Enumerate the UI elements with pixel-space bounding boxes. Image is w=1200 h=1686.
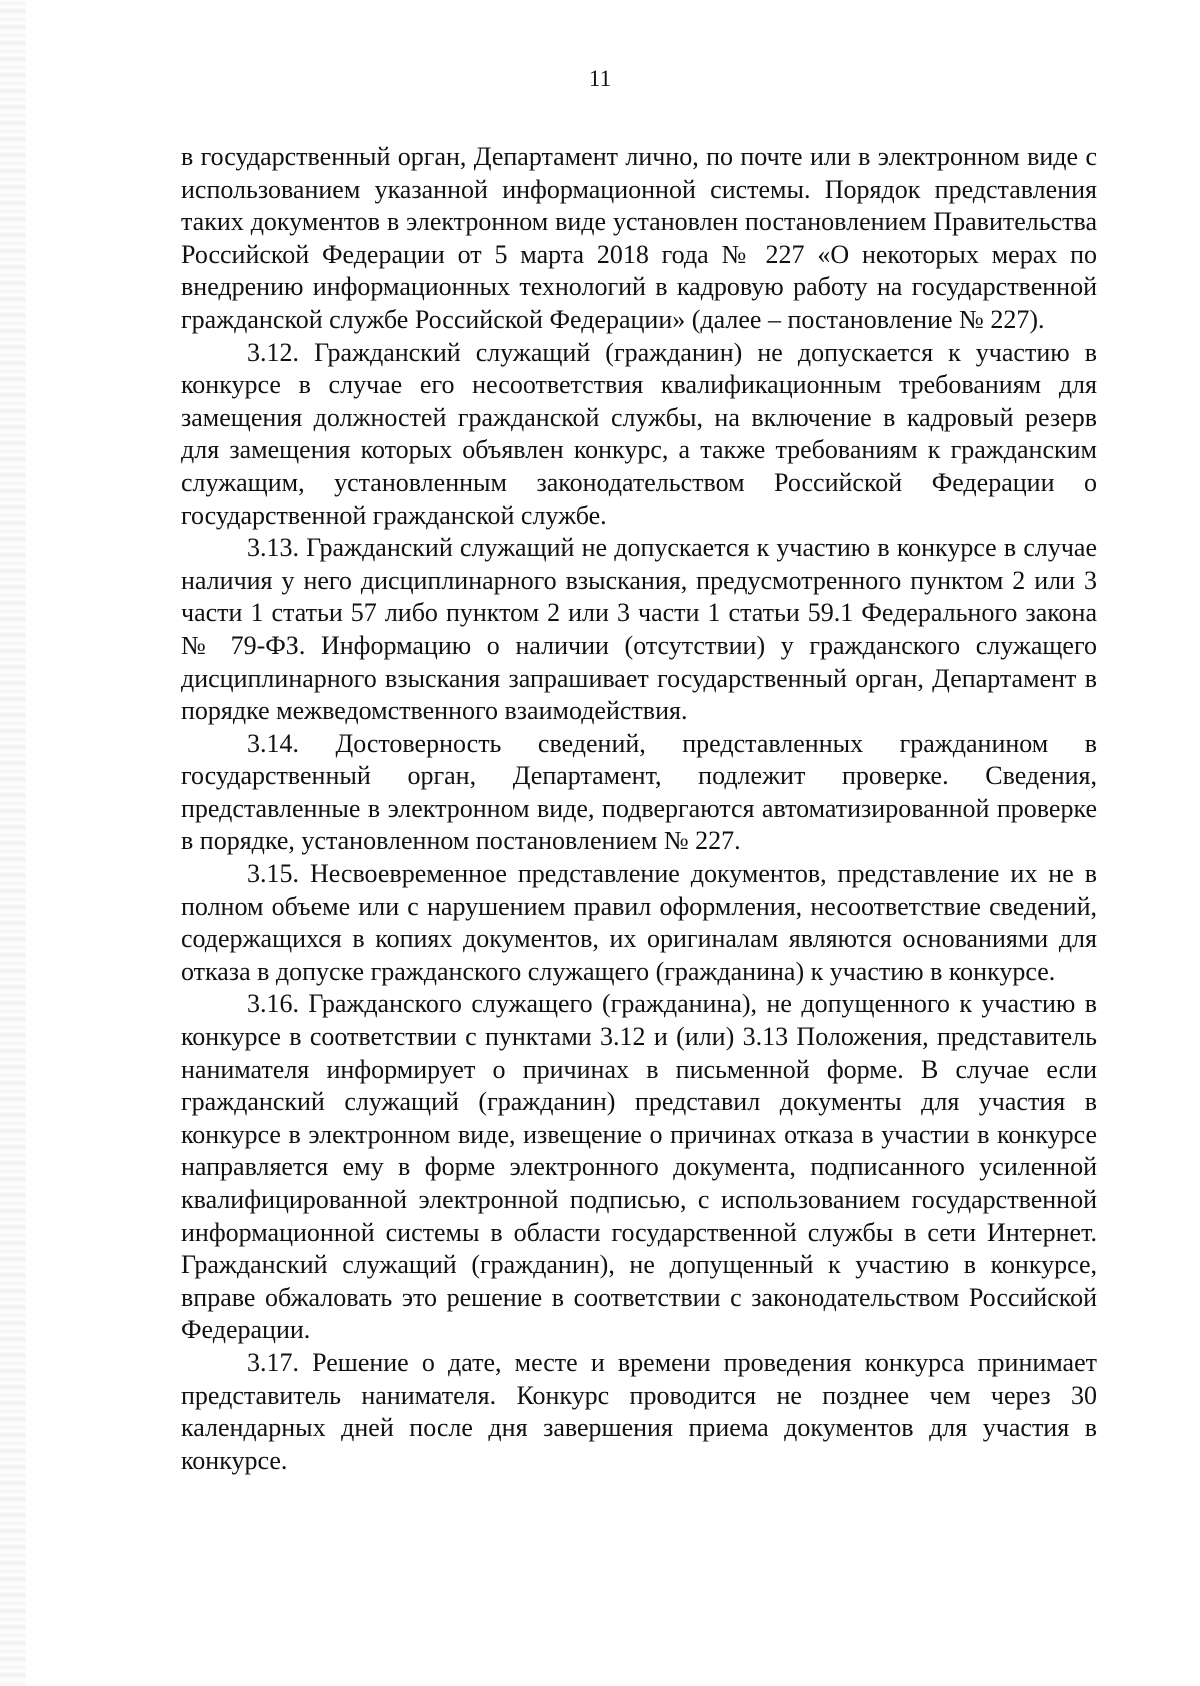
paragraph-3-16: 3.16. Гражданского служащего (гражданина), не допущенного к участию в конкурсе в соответствии с пунктами 3.12 и (или) 3.13 Положения, представитель нанимателя информирует о причинах в письменной форме. В случае если гражданский служащий (гражданин) представил документы для участия в конкурсе в электронном виде, извещение о причинах отказа в участии в конкурсе направляется ему в форме электронного документа, подписанного усиленной квалифицированной электронной подписью, с использованием государственной информационной системы в области государственной службы в сети Интернет. Гражданский служащий (гражданин), не допущенный к участию в конкурсе, вправе обжаловать это решение в соответствии с законодательством Российской Федерации. xyxy=(181,989,1097,1345)
document-body xyxy=(181,141,1097,1477)
page-number: 11 xyxy=(588,66,612,91)
paragraph-3-12: 3.12. Гражданский служащий (гражданин) не допускается к участию в конкурсе в случае его несоответствия квалификационным требованиям для замещения должностей гражданской службы, на включение в кадровый резерв для замещения которых объявлен конкурс, а также требованиям к гражданским служащим, установленным законодательством Российской Федерации о государственной гражданской службе. xyxy=(181,337,1097,530)
paragraph-continuation: в государственный орган, Департамент лично, по почте или в электронном виде с использованием указанной информационной системы. Порядок представления таких документов в электронном виде установлен постановлением Правительства Российской Федерации от 5 марта 2018 года № 227 «О некоторых мерах по внедрению информационных технологий в кадровую работу на государственной гражданской службе Российской Федерации» (далее – постановление № 227). xyxy=(181,142,1097,334)
paragraph-3-17: 3.17. Решение о дате, месте и времени проведения конкурса принимает представитель нанимателя. Конкурс проводится не позднее чем через 30 календарных дней после дня завершения приема документов для участия в конкурсе. xyxy=(181,1347,1097,1475)
scan-edge-artifact xyxy=(0,0,26,1686)
paragraph-3-15: 3.15. Несвоевременное представление документов, представление их не в полном объеме или с нарушением правил оформления, несоответствие сведений, содержащихся в копиях документов, их оригиналам являются основаниями для отказа в допуске гражданского служащего (гражданина) к участию в конкурсе. xyxy=(181,859,1097,986)
paragraph-3-13: 3.13. Гражданский служащий не допускается к участию в конкурсе в случае наличия у него дисциплинарного взыскания, предусмотренного пунктом 2 или 3 части 1 статьи 57 либо пунктом 2 или 3 части 1 статьи 59.1 Федерального закона № 79-ФЗ. Информацию о наличии (отсутствии) у гражданского служащего дисциплинарного взыскания запрашивает государственный орган, Департамент в порядке межведомственного взаимодействия. xyxy=(181,533,1097,726)
paragraph-3-14: 3.14. Достоверность сведений, представленных гражданином в государственный орган, Департамент, подлежит проверке. Сведения, представленные в электронном виде, подвергаются автоматизированной проверке в порядке, установленном постановлением № 227. xyxy=(181,728,1097,856)
